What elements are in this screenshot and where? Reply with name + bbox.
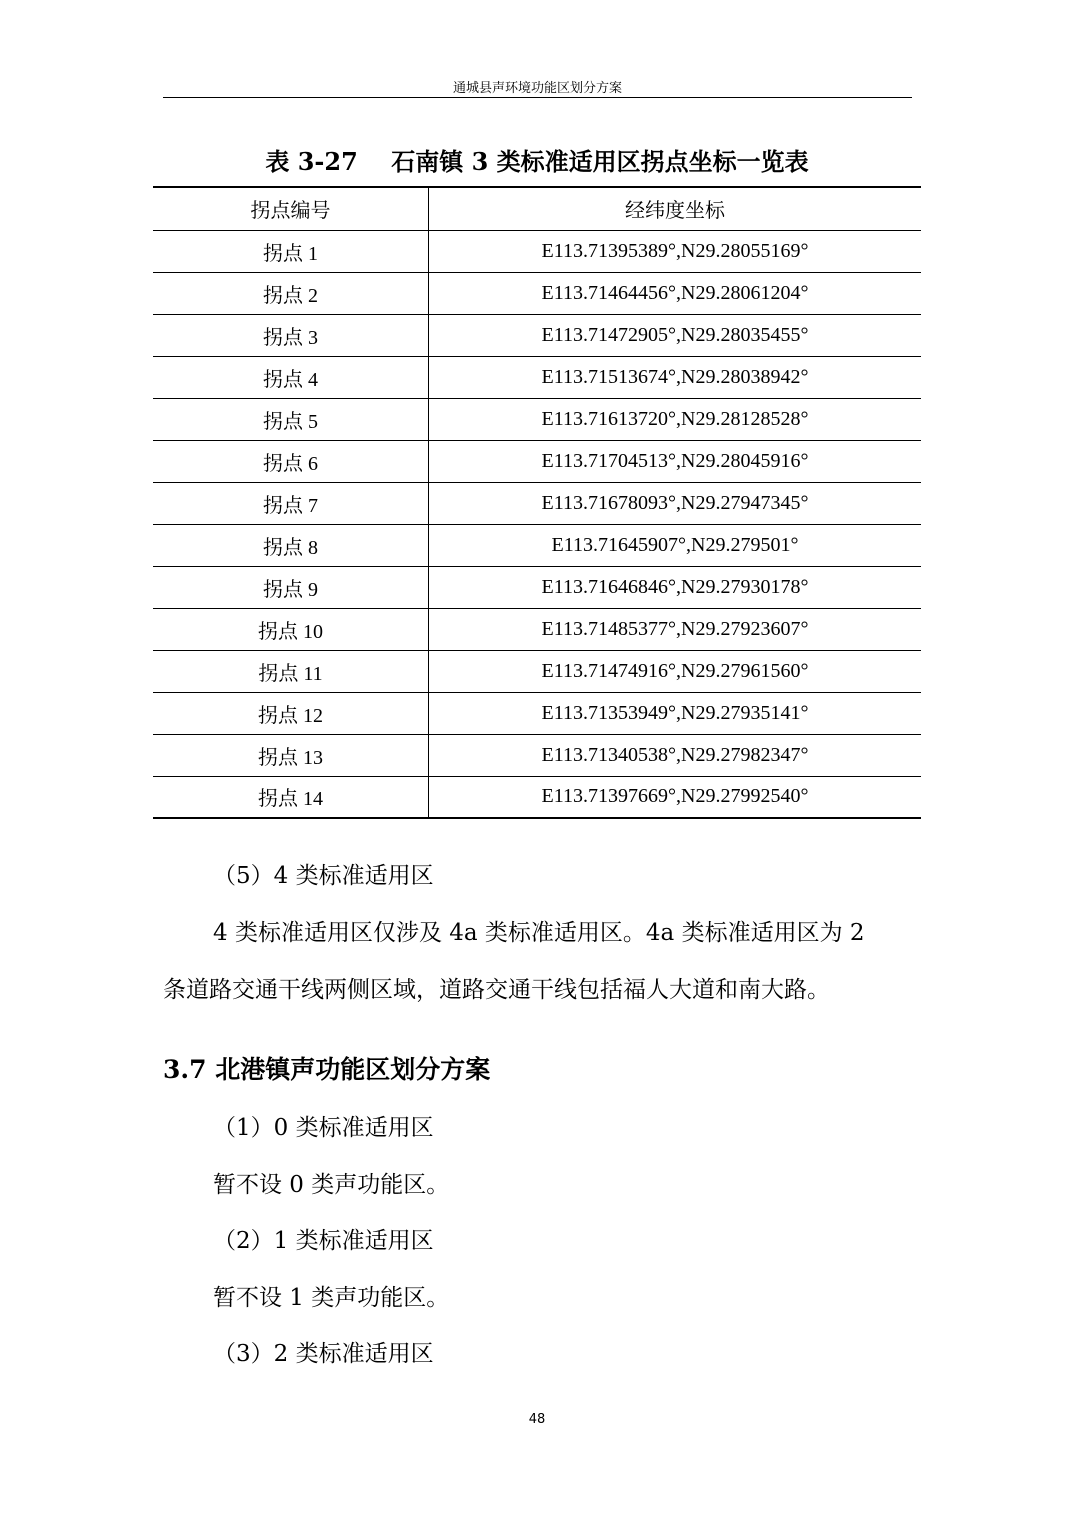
- column-header-coordinates: 经纬度坐标: [429, 187, 922, 230]
- point-id-cell: 拐点 14: [153, 776, 429, 818]
- table-row: [153, 398, 921, 440]
- point-id-cell: 拐点 12: [153, 692, 429, 734]
- table-header-row: [153, 187, 921, 230]
- point-id-cell: 拐点 11: [153, 650, 429, 692]
- point-id-cell: 拐点 10: [153, 608, 429, 650]
- coordinate-cell: E113.71645907°,N29.279501°: [429, 524, 922, 566]
- point-id-cell: 拐点 9: [153, 566, 429, 608]
- subheading-class-0: （1）0 类标准适用区: [213, 1115, 434, 1141]
- point-id-cell: 拐点 1: [153, 230, 429, 272]
- paragraph-class-4-line1: 4 类标准适用区仅涉及 4a 类标准适用区。4a 类标准适用区为 2: [213, 920, 865, 946]
- coordinate-cell: E113.71340538°,N29.27982347°: [429, 734, 922, 776]
- paragraph-class-4-line2: 条道路交通干线两侧区域，道路交通干线包括福人大道和南大路。: [163, 977, 830, 1003]
- coordinate-cell: E113.71353949°,N29.27935141°: [429, 692, 922, 734]
- paragraph-class-1: 暂不设 1 类声功能区。: [213, 1285, 450, 1311]
- header-rule: [163, 97, 912, 98]
- table-row: [153, 356, 921, 398]
- point-id-cell: 拐点 2: [153, 272, 429, 314]
- table-row: [153, 440, 921, 482]
- coordinate-table: [153, 186, 921, 819]
- table-row: [153, 230, 921, 272]
- coordinate-cell: E113.71613720°,N29.28128528°: [429, 398, 922, 440]
- table-row: [153, 734, 921, 776]
- table-row: [153, 650, 921, 692]
- coordinate-cell: E113.71395389°,N29.28055169°: [429, 230, 922, 272]
- coordinate-cell: E113.71678093°,N29.27947345°: [429, 482, 922, 524]
- page-number: 48: [528, 1412, 546, 1427]
- table-row: [153, 608, 921, 650]
- table-title: 表 3-27 石南镇 3 类标准适用区拐点坐标一览表: [265, 147, 809, 176]
- point-id-cell: 拐点 8: [153, 524, 429, 566]
- table-row: [153, 314, 921, 356]
- point-id-cell: 拐点 3: [153, 314, 429, 356]
- column-header-point-id: 拐点编号: [153, 187, 429, 230]
- coordinate-cell: E113.71464456°,N29.28061204°: [429, 272, 922, 314]
- table-row: [153, 566, 921, 608]
- coordinate-cell: E113.71704513°,N29.28045916°: [429, 440, 922, 482]
- subheading-class-2: （3）2 类标准适用区: [213, 1341, 434, 1367]
- coordinate-cell: E113.71397669°,N29.27992540°: [429, 776, 922, 818]
- table-row: [153, 482, 921, 524]
- coordinate-cell: E113.71646846°,N29.27930178°: [429, 566, 922, 608]
- point-id-cell: 拐点 5: [153, 398, 429, 440]
- coordinate-cell: E113.71513674°,N29.28038942°: [429, 356, 922, 398]
- table-row: [153, 524, 921, 566]
- section-heading: 3.7 北港镇声功能区划分方案: [163, 1055, 491, 1084]
- point-id-cell: 拐点 4: [153, 356, 429, 398]
- coordinate-cell: E113.71485377°,N29.27923607°: [429, 608, 922, 650]
- table-row: [153, 692, 921, 734]
- subheading-class-4: （5）4 类标准适用区: [213, 863, 434, 889]
- table-row: [153, 776, 921, 818]
- coordinate-cell: E113.71472905°,N29.28035455°: [429, 314, 922, 356]
- coordinate-cell: E113.71474916°,N29.27961560°: [429, 650, 922, 692]
- point-id-cell: 拐点 13: [153, 734, 429, 776]
- page-header: 通城县声环境功能区划分方案: [452, 81, 622, 96]
- point-id-cell: 拐点 6: [153, 440, 429, 482]
- subheading-class-1: （2）1 类标准适用区: [213, 1228, 434, 1254]
- point-id-cell: 拐点 7: [153, 482, 429, 524]
- paragraph-class-0: 暂不设 0 类声功能区。: [213, 1172, 450, 1198]
- table-row: [153, 272, 921, 314]
